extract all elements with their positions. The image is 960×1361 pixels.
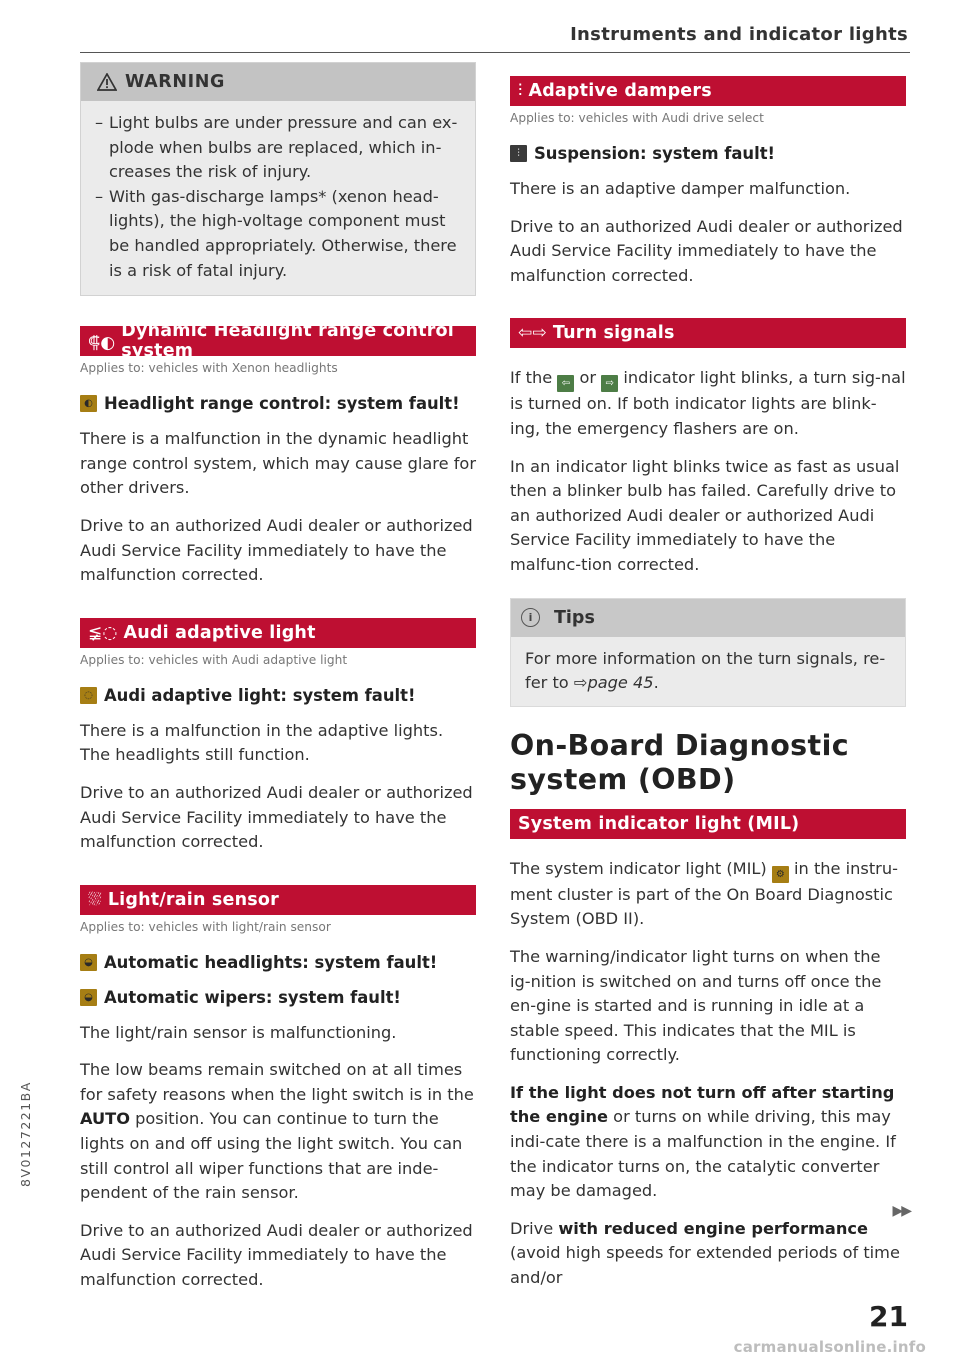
paragraph: There is a malfunction in the dynamic headlight range control system, which may cause glare for other drivers.	[80, 429, 476, 498]
light-rain-sensor-icon: ◒	[80, 954, 97, 971]
section-bar-light-rain	[80, 885, 476, 915]
damper-icon: ⫶	[518, 81, 523, 101]
paragraph	[510, 857, 906, 932]
paragraph: Drive to an authorized Audi dealer or authorized Audi Service Facility immediately to have the malfunction corrected.	[80, 782, 473, 852]
warning-item: – With gas-discharge lamps* (xenon head-lights), the high-voltage component must be handled appropriately. Otherwise, there is a risk of fatal injury.	[95, 185, 461, 283]
adaptive-light-icon: ◌	[80, 687, 97, 704]
page-reference: page 45	[587, 673, 654, 693]
paragraph: There is a malfunction in the adaptive lights. The headlights still function.	[80, 720, 444, 765]
adaptive-light-icon: ≨◌	[88, 622, 118, 643]
section-title: System indicator light (MIL)	[518, 813, 800, 834]
continue-arrow-icon: ▶▶	[892, 1203, 910, 1219]
text-run: position. You can continue to turn the lights on and off using the light switch. You can still control all wiper functions that are inde-pendent of the rain sensor.	[80, 1109, 463, 1203]
turn-signal-icon: ⇦⇨	[518, 323, 547, 344]
engine-icon: ⚙	[772, 866, 789, 883]
applies-to: Applies to: vehicles with Audi drive select	[510, 111, 764, 125]
warning-item: – Light bulbs are under pressure and can ex-plode when bulbs are replaced, which in-creases the risk of injury.	[95, 111, 461, 185]
text-run: The low beams remain switched on at all times for safety reasons when the light switch is in the	[80, 1060, 474, 1104]
paragraph: The warning/indicator light turns on when the ig-nition is switched on and turns off once the en-gine is started and is running in idle at a stable speed. This indicates that the MIL is functioning correctly.	[510, 946, 882, 1065]
text-run: For more information on the turn signals, re-fer to	[525, 648, 886, 693]
text-run: If the	[510, 368, 558, 388]
section-title: Dynamic Headlight range control system	[121, 321, 454, 362]
right-column	[510, 62, 906, 1291]
fault-headline	[80, 988, 476, 1007]
damper-icon: ⫶	[510, 145, 527, 162]
chapter-heading: On-Board Diagnostic system (OBD)	[510, 728, 850, 796]
paragraph	[510, 1081, 906, 1204]
paragraph: In an indicator light blinks twice as fast as usual then a blinker bulb has failed. Carefully drive to an authorized Audi dealer or authorized Audi Service Facility immediately to have the malfunc-tion corrected.	[510, 456, 900, 574]
fault-headline	[510, 144, 906, 163]
text-run: in the instru-ment cluster is part of the On Board Diagnostic System (OBD II).	[510, 858, 898, 929]
fault-headline	[80, 394, 476, 413]
warning-box	[80, 62, 476, 296]
text-run: Drive	[510, 1218, 559, 1238]
text-run: or	[574, 368, 602, 388]
applies-to: Applies to: vehicles with Xenon headlights	[80, 361, 338, 376]
fault-text: Audi adaptive light: system fault!	[104, 685, 416, 705]
section-bar-turn-signals	[510, 318, 906, 348]
warning-title: WARNING	[125, 72, 225, 92]
tips-header	[511, 599, 905, 637]
text-run-bold: If the light does not turn off after starting the engine	[510, 1082, 895, 1127]
light-rain-sensor-icon: ◒	[80, 989, 97, 1006]
section-bar-adaptive-dampers	[510, 76, 906, 106]
paragraph: Drive to an authorized Audi dealer or authorized Audi Service Facility immediately to have the malfunction corrected.	[510, 216, 903, 285]
chapter-title: Instruments and indicator lights	[570, 24, 908, 45]
fault-text: Suspension: system fault!	[534, 144, 776, 163]
arrow-right-icon: ⇨	[573, 673, 588, 693]
fault-text: Automatic headlights: system fault!	[104, 952, 438, 972]
tips-body	[511, 637, 905, 706]
text-run: .	[653, 673, 659, 693]
applies-to: Applies to: vehicles with light/rain sensor	[80, 919, 331, 934]
paragraph: Drive to an authorized Audi dealer or authorized Audi Service Facility immediately to have the malfunction corrected.	[80, 515, 473, 585]
section-title: Audi adaptive light	[123, 622, 316, 643]
headlight-range-icon: ◐	[80, 395, 97, 412]
fault-text: Automatic wipers: system fault!	[104, 987, 401, 1007]
text-run: The system indicator light (MIL)	[510, 858, 772, 878]
text-run: indicator light blinks, a turn sig-nal is turned on. If both indicator lights are blink-ing, the emergency flashers are on.	[510, 368, 906, 438]
paragraph	[80, 1058, 476, 1206]
paragraph: There is an adaptive damper malfunction.	[510, 179, 851, 198]
page-number: 21	[869, 1300, 908, 1333]
turn-right-icon: ⇨	[601, 375, 618, 392]
warning-triangle-icon	[97, 73, 117, 91]
paragraph: Drive to an authorized Audi dealer or authorized Audi Service Facility immediately to have the malfunction corrected.	[80, 1220, 473, 1290]
info-icon: i	[521, 608, 540, 627]
left-column	[80, 62, 476, 1293]
section-title: Adaptive dampers	[528, 81, 712, 101]
warning-list	[81, 101, 475, 295]
warning-header	[81, 63, 475, 101]
headlight-range-icon: ⸿◐	[88, 332, 116, 353]
section-bar-mil	[510, 809, 906, 839]
paragraph	[510, 366, 906, 441]
section-bar-adaptive-light	[80, 618, 476, 648]
section-title: Turn signals	[552, 323, 675, 344]
fault-headline	[80, 686, 476, 705]
paragraph	[510, 1217, 906, 1291]
text-run: (avoid high speeds for extended periods of time and/or	[510, 1243, 900, 1288]
text-run-bold: AUTO	[80, 1109, 130, 1129]
page-header	[80, 20, 910, 53]
text-run-bold: with reduced engine performance	[558, 1218, 868, 1238]
tips-title: Tips	[554, 607, 595, 628]
applies-to: Applies to: vehicles with Audi adaptive light	[80, 652, 348, 667]
paragraph: The light/rain sensor is malfunctioning.	[80, 1022, 397, 1042]
tips-box	[510, 598, 906, 707]
fault-text: Headlight range control: system fault!	[104, 394, 460, 414]
turn-left-icon: ⇦	[557, 375, 574, 392]
document-code: 8V0127221BA	[18, 1081, 33, 1187]
page-reference-link[interactable]	[574, 673, 654, 692]
section-bar-dynamic-headlight	[80, 321, 476, 362]
text-run: or turns on while driving, this may indi-cate there is a malfunction in the engine. If the indicator turns on, the catalytic converter may be damaged.	[510, 1107, 896, 1201]
section-title: Light/rain sensor	[107, 889, 279, 910]
watermark: carmanualsonline.info	[733, 1338, 926, 1356]
fault-headline	[80, 953, 476, 972]
light-rain-sensor-icon: ⛆	[88, 889, 102, 910]
